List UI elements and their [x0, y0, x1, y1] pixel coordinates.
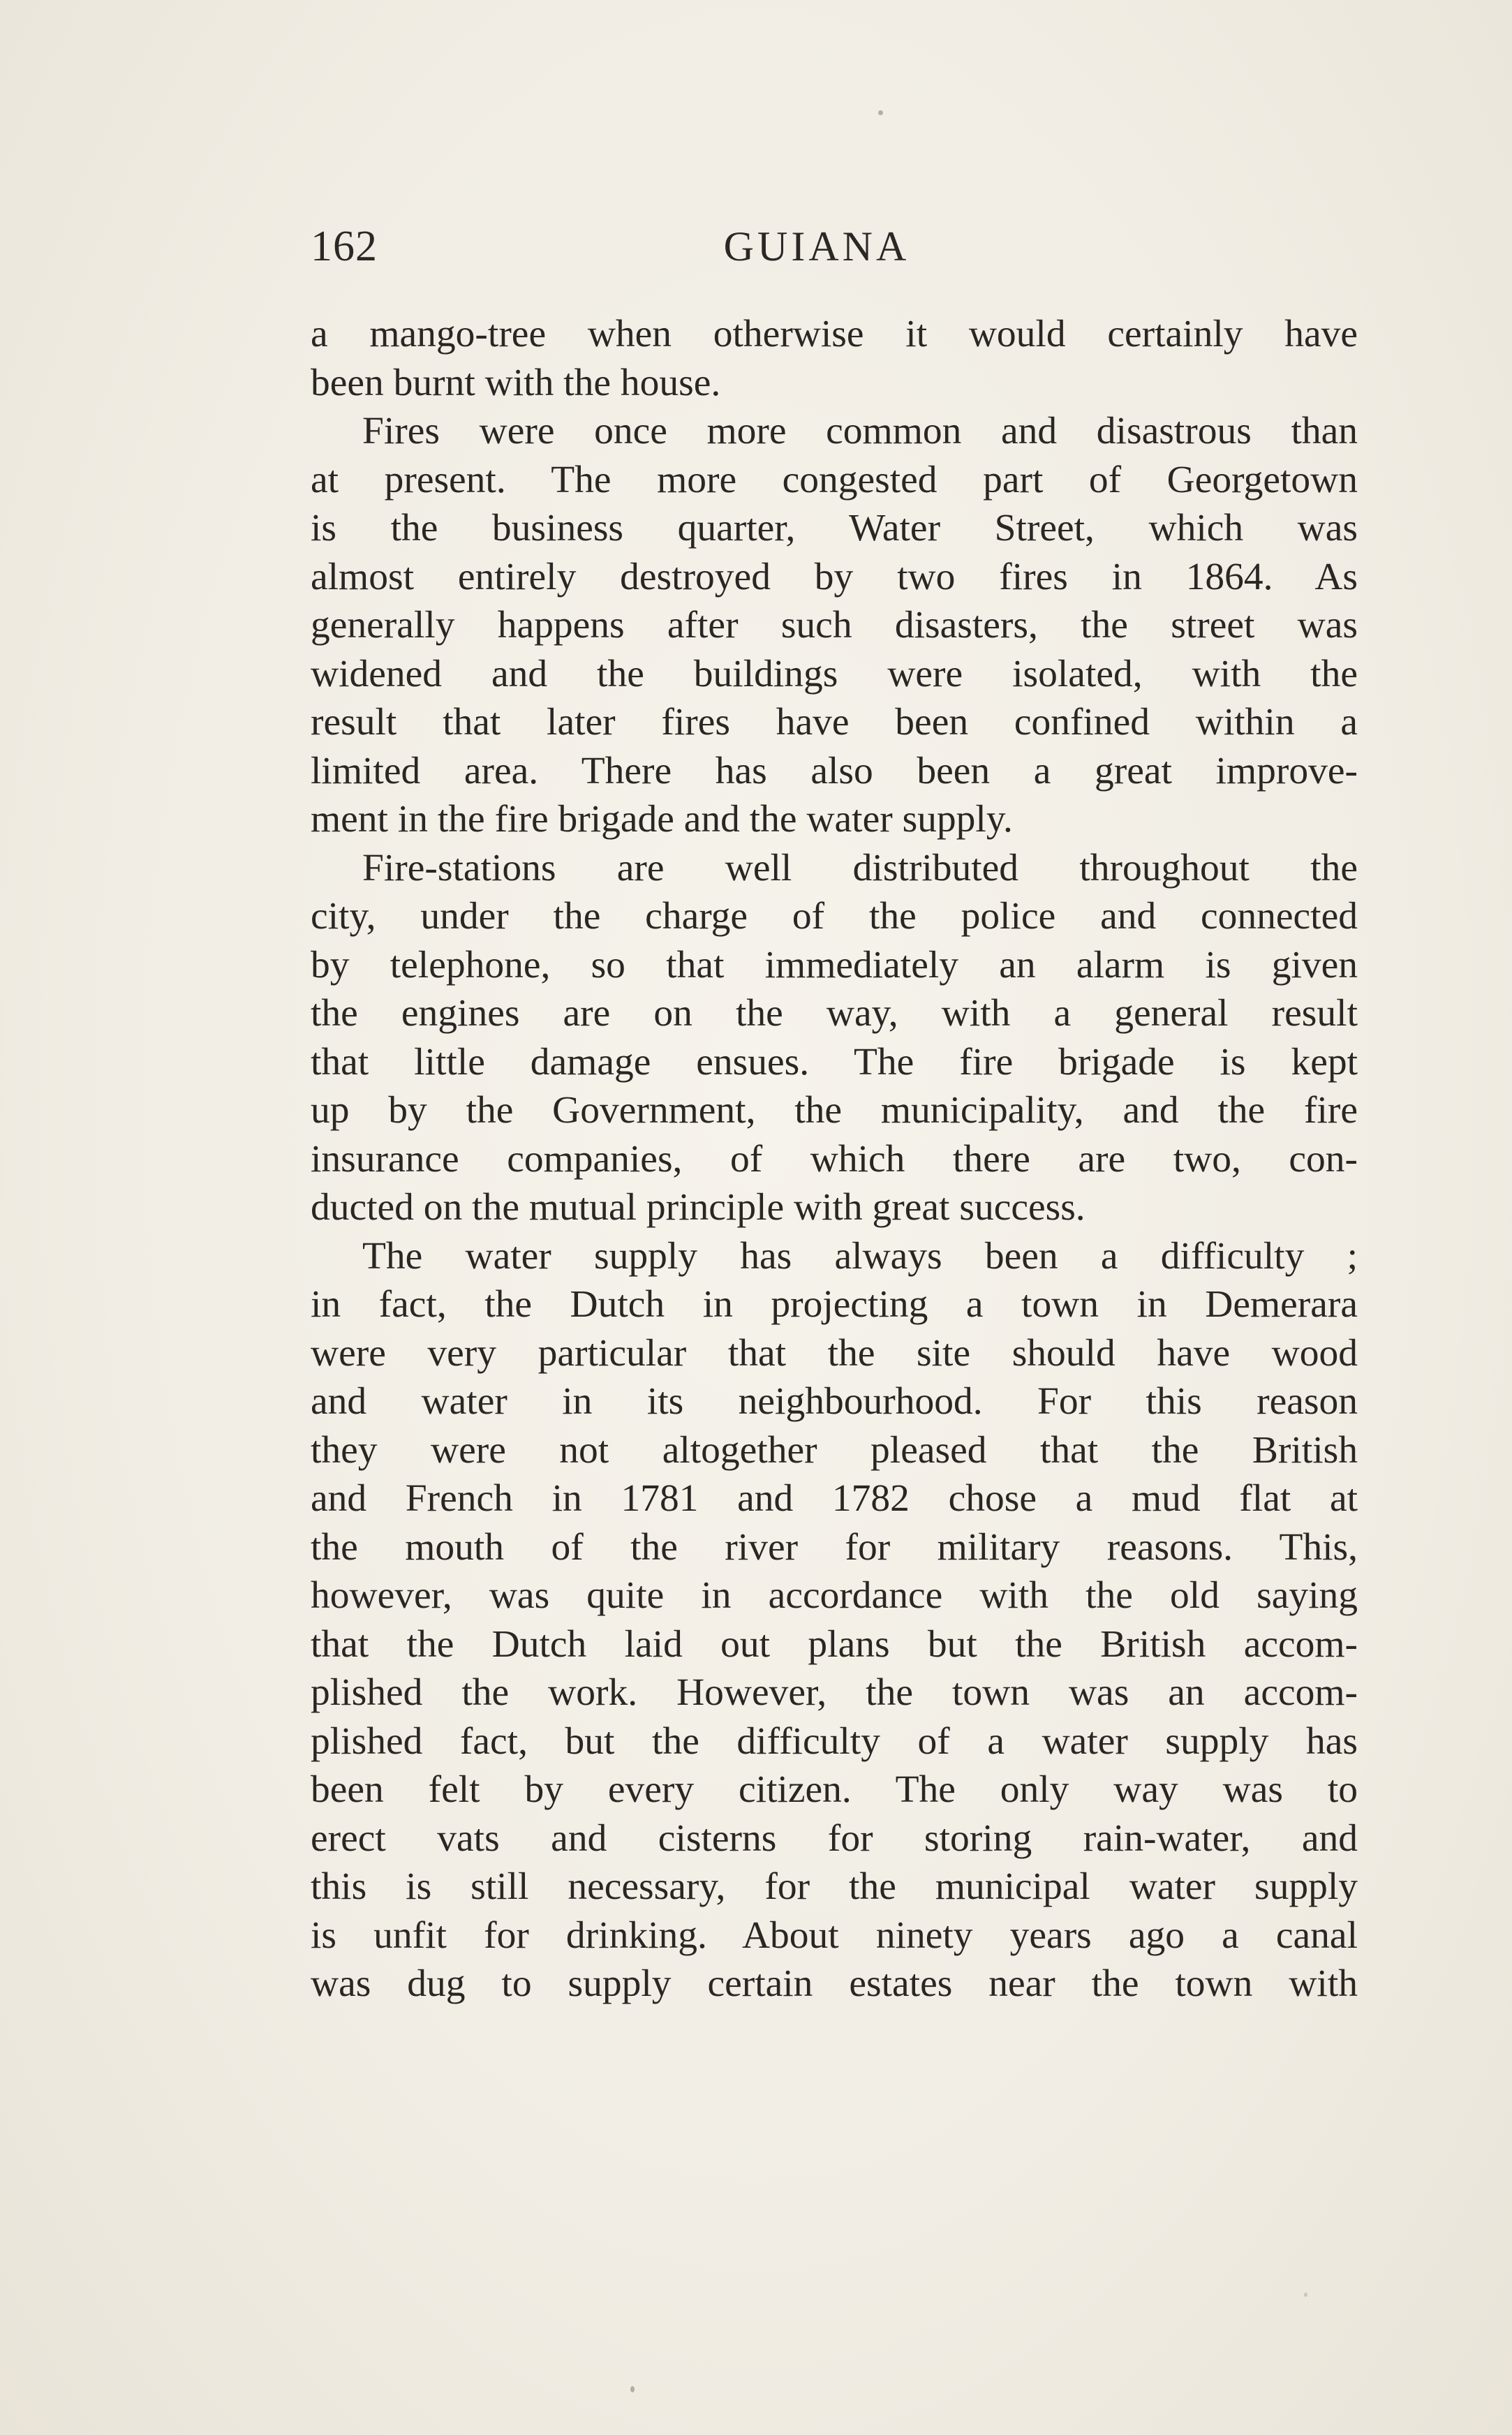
text-line: a mango-tree when otherwise it would certainly have — [311, 313, 1358, 355]
text-line: the engines are on the way, with a general result — [311, 992, 1358, 1035]
text-line: almost entirely destroyed by two fires in 1864. As — [311, 555, 1358, 598]
text-line: however, was quite in accordance with the old saying — [311, 1574, 1358, 1617]
text-line: plished the work. However, the town was an accom- — [311, 1671, 1358, 1714]
page-header — [311, 215, 1365, 278]
text-line: generally happens after such disasters, the street was — [311, 604, 1358, 646]
paper-speck — [1304, 2293, 1307, 2297]
text-line: they were not altogether pleased that the British — [311, 1428, 1358, 1472]
text-line: been burnt with the house. — [311, 361, 721, 404]
text-line: the mouth of the river for military reasons. This, — [311, 1525, 1358, 1569]
paragraph-first-line: Fire-stations are well distributed throughout the — [362, 846, 1358, 889]
text-line: widened and the buildings were isolated, with the — [311, 652, 1358, 695]
text-line: ment in the fire brigade and the water supply. — [311, 798, 1013, 841]
text-line: result that later fires have been confined within a — [311, 701, 1358, 743]
text-line: city, under the charge of the police and connected — [311, 895, 1358, 938]
text-line: plished fact, but the difficulty of a water supply has — [311, 1719, 1358, 1763]
text-line: that the Dutch laid out plans but the British accom- — [311, 1622, 1358, 1666]
paper-speck — [878, 110, 883, 115]
text-line: and water in its neighbourhood. For this reason — [311, 1380, 1358, 1423]
text-line: and French in 1781 and 1782 chose a mud flat at — [311, 1477, 1358, 1520]
page-number: 162 — [311, 223, 378, 270]
text-line: limited area. There has also been a great improve- — [311, 749, 1358, 792]
text-line: insurance companies, of which there are two, con- — [311, 1137, 1358, 1181]
text-line: ducted on the mutual principle with great success. — [311, 1186, 1085, 1229]
text-line: was dug to supply certain estates near the town with — [311, 1962, 1358, 2005]
text-line: is unfit for drinking. About ninety years ago a canal — [311, 1914, 1358, 1957]
body-text — [311, 310, 1358, 2008]
text-line: at present. The more congested part of Georgetown — [311, 458, 1358, 501]
text-line: this is still necessary, for the municipal water supply — [311, 1865, 1358, 1908]
paragraph-first-line: The water supply has always been a difficulty ; — [362, 1234, 1358, 1278]
paper-speck — [630, 2386, 635, 2392]
text-line: is the business quarter, Water Street, which was — [311, 507, 1358, 549]
text-line: in fact, the Dutch in projecting a town in Demerara — [311, 1283, 1358, 1326]
text-line: up by the Government, the municipality, and the fire — [311, 1089, 1358, 1132]
text-line: were very particular that the site should have wood — [311, 1331, 1358, 1375]
running-head: GUIANA — [723, 223, 910, 269]
text-line: by telephone, so that immediately an alarm is given — [311, 943, 1358, 986]
paragraph-first-line: Fires were once more common and disastrous than — [362, 410, 1358, 452]
text-line: that little damage ensues. The fire brigade is kept — [311, 1040, 1358, 1083]
text-line: been felt by every citizen. The only way was to — [311, 1768, 1358, 1811]
text-line: erect vats and cisterns for storing rain-water, and — [311, 1816, 1358, 1860]
